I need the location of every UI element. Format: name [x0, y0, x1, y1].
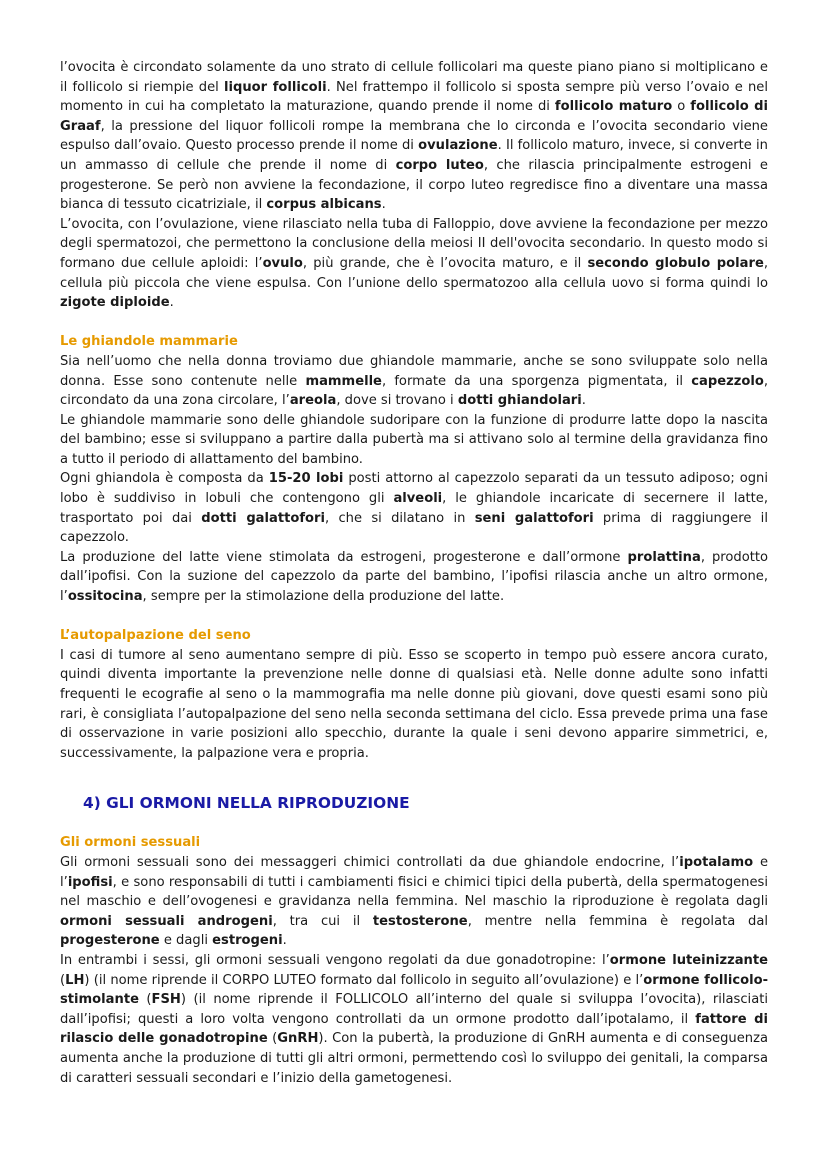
- text-run: , cellula più piccola che viene espulsa. Con l’unione dello spermatozoo alla cellula uovo si forma quindi lo: [60, 255, 768, 291]
- intro-section: [60, 58, 768, 313]
- text-run: (: [138, 992, 152, 1008]
- paragraph: [60, 352, 768, 411]
- bold-term: progesterone: [60, 933, 160, 949]
- hormones-section: [60, 793, 768, 1088]
- bold-term: 15-20 lobi: [268, 471, 344, 487]
- text-run: (: [60, 972, 66, 988]
- mammary-section: [60, 332, 768, 606]
- bold-term: dotti galattofori: [201, 510, 325, 526]
- text-run: . Il follicolo maturo, invece, si converte in un ammasso di cellule che prende il nome di: [60, 138, 768, 173]
- paragraph: [60, 58, 768, 215]
- paragraph: [60, 469, 768, 547]
- section-heading: Le ghiandole mammarie: [60, 334, 238, 350]
- bold-term: ipofisi: [67, 874, 113, 890]
- text-run: ) (il nome riprende il CORPO LUTEO formato dal follicolo in seguito all’ovulazione) e l’: [84, 972, 644, 988]
- text-run: Ogni ghiandola è composta da: [60, 471, 269, 487]
- text-run: l’ovocita è circondato solamente da uno strato di cellule follicolari ma queste piano piano si moltiplicano e il follicolo si riempie del: [60, 60, 768, 95]
- bold-term: secondo globulo polare: [587, 255, 764, 271]
- chapter-title: 4) GLI ORMONI NELLA RIPRODUZIONE: [83, 794, 410, 813]
- bold-term: areola: [289, 393, 337, 409]
- paragraph: [60, 853, 768, 951]
- bold-term: mammelle: [305, 373, 382, 389]
- document-page: [60, 58, 768, 1088]
- bold-term: testosterone: [372, 913, 468, 929]
- selfexam-section: [60, 626, 768, 763]
- bold-term: ovulo: [262, 255, 303, 271]
- text-run: .: [282, 933, 287, 949]
- text-run: . Nel frattempo il follicolo si sposta sempre più verso l’ovaio e nel momento in cui ha completato la maturazione, quando prende il nome di: [60, 79, 768, 115]
- text-run: Le ghiandole mammarie sono delle ghiandole sudoripare con la funzione di produrre latte dopo la nascita del bambino; esse si sviluppano a partire dalla pubertà ma si attivano solo al termine della gravidanza fino a tutto il periodo di allattamento del bambino.: [60, 412, 768, 467]
- paragraph: [60, 411, 768, 470]
- text-run: , circondato da una zona circolare, l’: [60, 373, 769, 409]
- bold-term: corpo luteo: [395, 157, 484, 173]
- text-run: , che si dilatano in: [325, 510, 475, 526]
- text-run: , che rilascia principalmente estrogeni e progesterone. Se però non avviene la fecondazione, il corpo luteo regredisce fino a diventare una massa bianca di tessuto cicatriziale, il: [60, 157, 768, 213]
- text-run: , sempre per la stimolazione della produzione del latte.: [142, 589, 505, 605]
- bold-term: estrogeni: [212, 933, 283, 949]
- bold-term: GnRH: [277, 1031, 319, 1047]
- text-run: posti attorno al capezzolo separati da un tessuto adiposo; ogni lobo è suddiviso in lobuli che contengono gli: [60, 471, 768, 507]
- bold-term: seni galattofori: [474, 510, 594, 526]
- bold-term: ormone luteinizzante: [609, 952, 769, 968]
- bold-term: follicolo maturo: [554, 99, 673, 115]
- text-run: ). Con la pubertà, la produzione di GnRH aumenta e di conseguenza aumenta anche la produzione di tutti gli altri ormoni, permettendo così lo sviluppo dei genitali, la comparsa di caratteri sessuali secondari e l’inizio della gametogenesi.: [60, 1031, 768, 1086]
- text-run: e l’: [60, 854, 769, 890]
- text-run: .: [169, 295, 174, 311]
- text-run: , prodotto dall’ipofisi. Con la suzione del capezzolo da parte del bambino, l’ipofisi rilascia anche un altro ormone, l’: [60, 549, 769, 605]
- text-run: , dove si trovano i: [336, 393, 458, 409]
- bold-term: alveoli: [393, 491, 443, 507]
- bold-term: follicolo di Graaf: [60, 99, 768, 134]
- text-run: , mentre nella femmina è regolata dal: [467, 913, 768, 929]
- paragraph: [60, 646, 768, 764]
- paragraph: [60, 215, 768, 313]
- bold-term: fattore di rilascio delle gonadotropine: [60, 1011, 768, 1047]
- bold-term: ovulazione: [418, 138, 498, 154]
- section-heading: Gli ormoni sessuali: [60, 835, 201, 851]
- text-run: La produzione del latte viene stimolata da estrogeni, progesterone e dall’ormone: [60, 549, 628, 565]
- text-run: , formate da una sporgenza pigmentata, il: [381, 373, 692, 389]
- bold-term: ormoni sessuali androgeni: [60, 913, 273, 929]
- bold-term: zigote diploide: [60, 295, 170, 311]
- text-run: ) (il nome riprende il FOLLICOLO all’interno del quale si sviluppa l’ovocita), rilasciati dall’ipofisi; questi a loro volta vengono controllati da un ormone prodotto dall’ipotalamo, il: [60, 992, 768, 1027]
- text-run: , più grande, che è l’ovocita maturo, e il: [302, 255, 588, 271]
- bold-term: LH: [65, 972, 85, 988]
- bold-term: capezzolo: [691, 373, 764, 389]
- text-run: L’ovocita, con l’ovulazione, viene rilasciato nella tuba di Falloppio, dove avviene la fecondazione per mezzo degli spermatozoi, che permettono la conclusione della meiosi II dell'ovocita secondario. In questo modo si formano due cellule aploidi: l’: [60, 216, 768, 271]
- text-run: I casi di tumore al seno aumentano sempre di più. Esso se scoperto in tempo può essere ancora curato, quindi diventa importante la prevenzione nelle donne di qualsiasi età. Nelle donne adulte sono infatti frequenti le ecografie al seno o la mammografia ma nelle donne più giovani, dove questi esami sono più rari, è consigliata l’autopalpazione del seno nella seconda settimana del ciclo. Essa prevede prima una fase di osservazione in varie posizioni allo specchio, durante la quale i seni devono apparire simmetrici, e, successivamente, la palpazione vera e propria.: [60, 647, 768, 761]
- bold-term: ipotalamo: [679, 854, 754, 870]
- text-run: In entrambi i sessi, gli ormoni sessuali vengono regolati da due gonadotropine: l’: [60, 952, 610, 968]
- text-run: .: [581, 393, 586, 409]
- text-run: e dagli: [159, 933, 213, 949]
- text-run: prima di raggiungere il capezzolo.: [60, 510, 768, 546]
- bold-term: liquor follicoli: [223, 79, 327, 95]
- text-run: Sia nell’uomo che nella donna troviamo due ghiandole mammarie, anche se sono sviluppate solo nella donna. Esse sono contenute nelle: [60, 353, 768, 389]
- bold-term: ormone follicolo-stimolante: [60, 972, 768, 1008]
- text-run: , e sono responsabili di tutti i cambiamenti fisici e chimici tipici della pubertà, della spermatogenesi nel maschio e dell’ovogenesi e gravidanza nella femmina. Nel maschio la riproduzione è regolata dagli: [60, 874, 768, 910]
- text-run: (: [267, 1031, 278, 1047]
- text-run: , le ghiandole incaricate di secernere il latte, trasportato poi dai: [60, 491, 768, 526]
- bold-term: corpus albicans: [266, 197, 382, 213]
- bold-term: FSH: [151, 992, 181, 1008]
- text-run: o: [672, 99, 691, 115]
- bold-term: ossitocina: [67, 589, 143, 605]
- text-run: , tra cui il: [272, 913, 373, 929]
- paragraph: [60, 951, 768, 1088]
- text-run: Gli ormoni sessuali sono dei messaggeri chimici controllati da due ghiandole endocrine, l’: [60, 854, 680, 870]
- text-run: .: [381, 197, 386, 213]
- bold-term: dotti ghiandolari: [457, 393, 582, 409]
- bold-term: prolattina: [627, 549, 701, 565]
- paragraph: [60, 548, 768, 607]
- text-run: , la pressione del liquor follicoli rompe la membrana che lo circonda e l’ovocita secondario viene espulso dall’ovaio. Questo processo prende il nome di: [60, 118, 768, 154]
- section-heading: L’autopalpazione del seno: [60, 628, 251, 644]
